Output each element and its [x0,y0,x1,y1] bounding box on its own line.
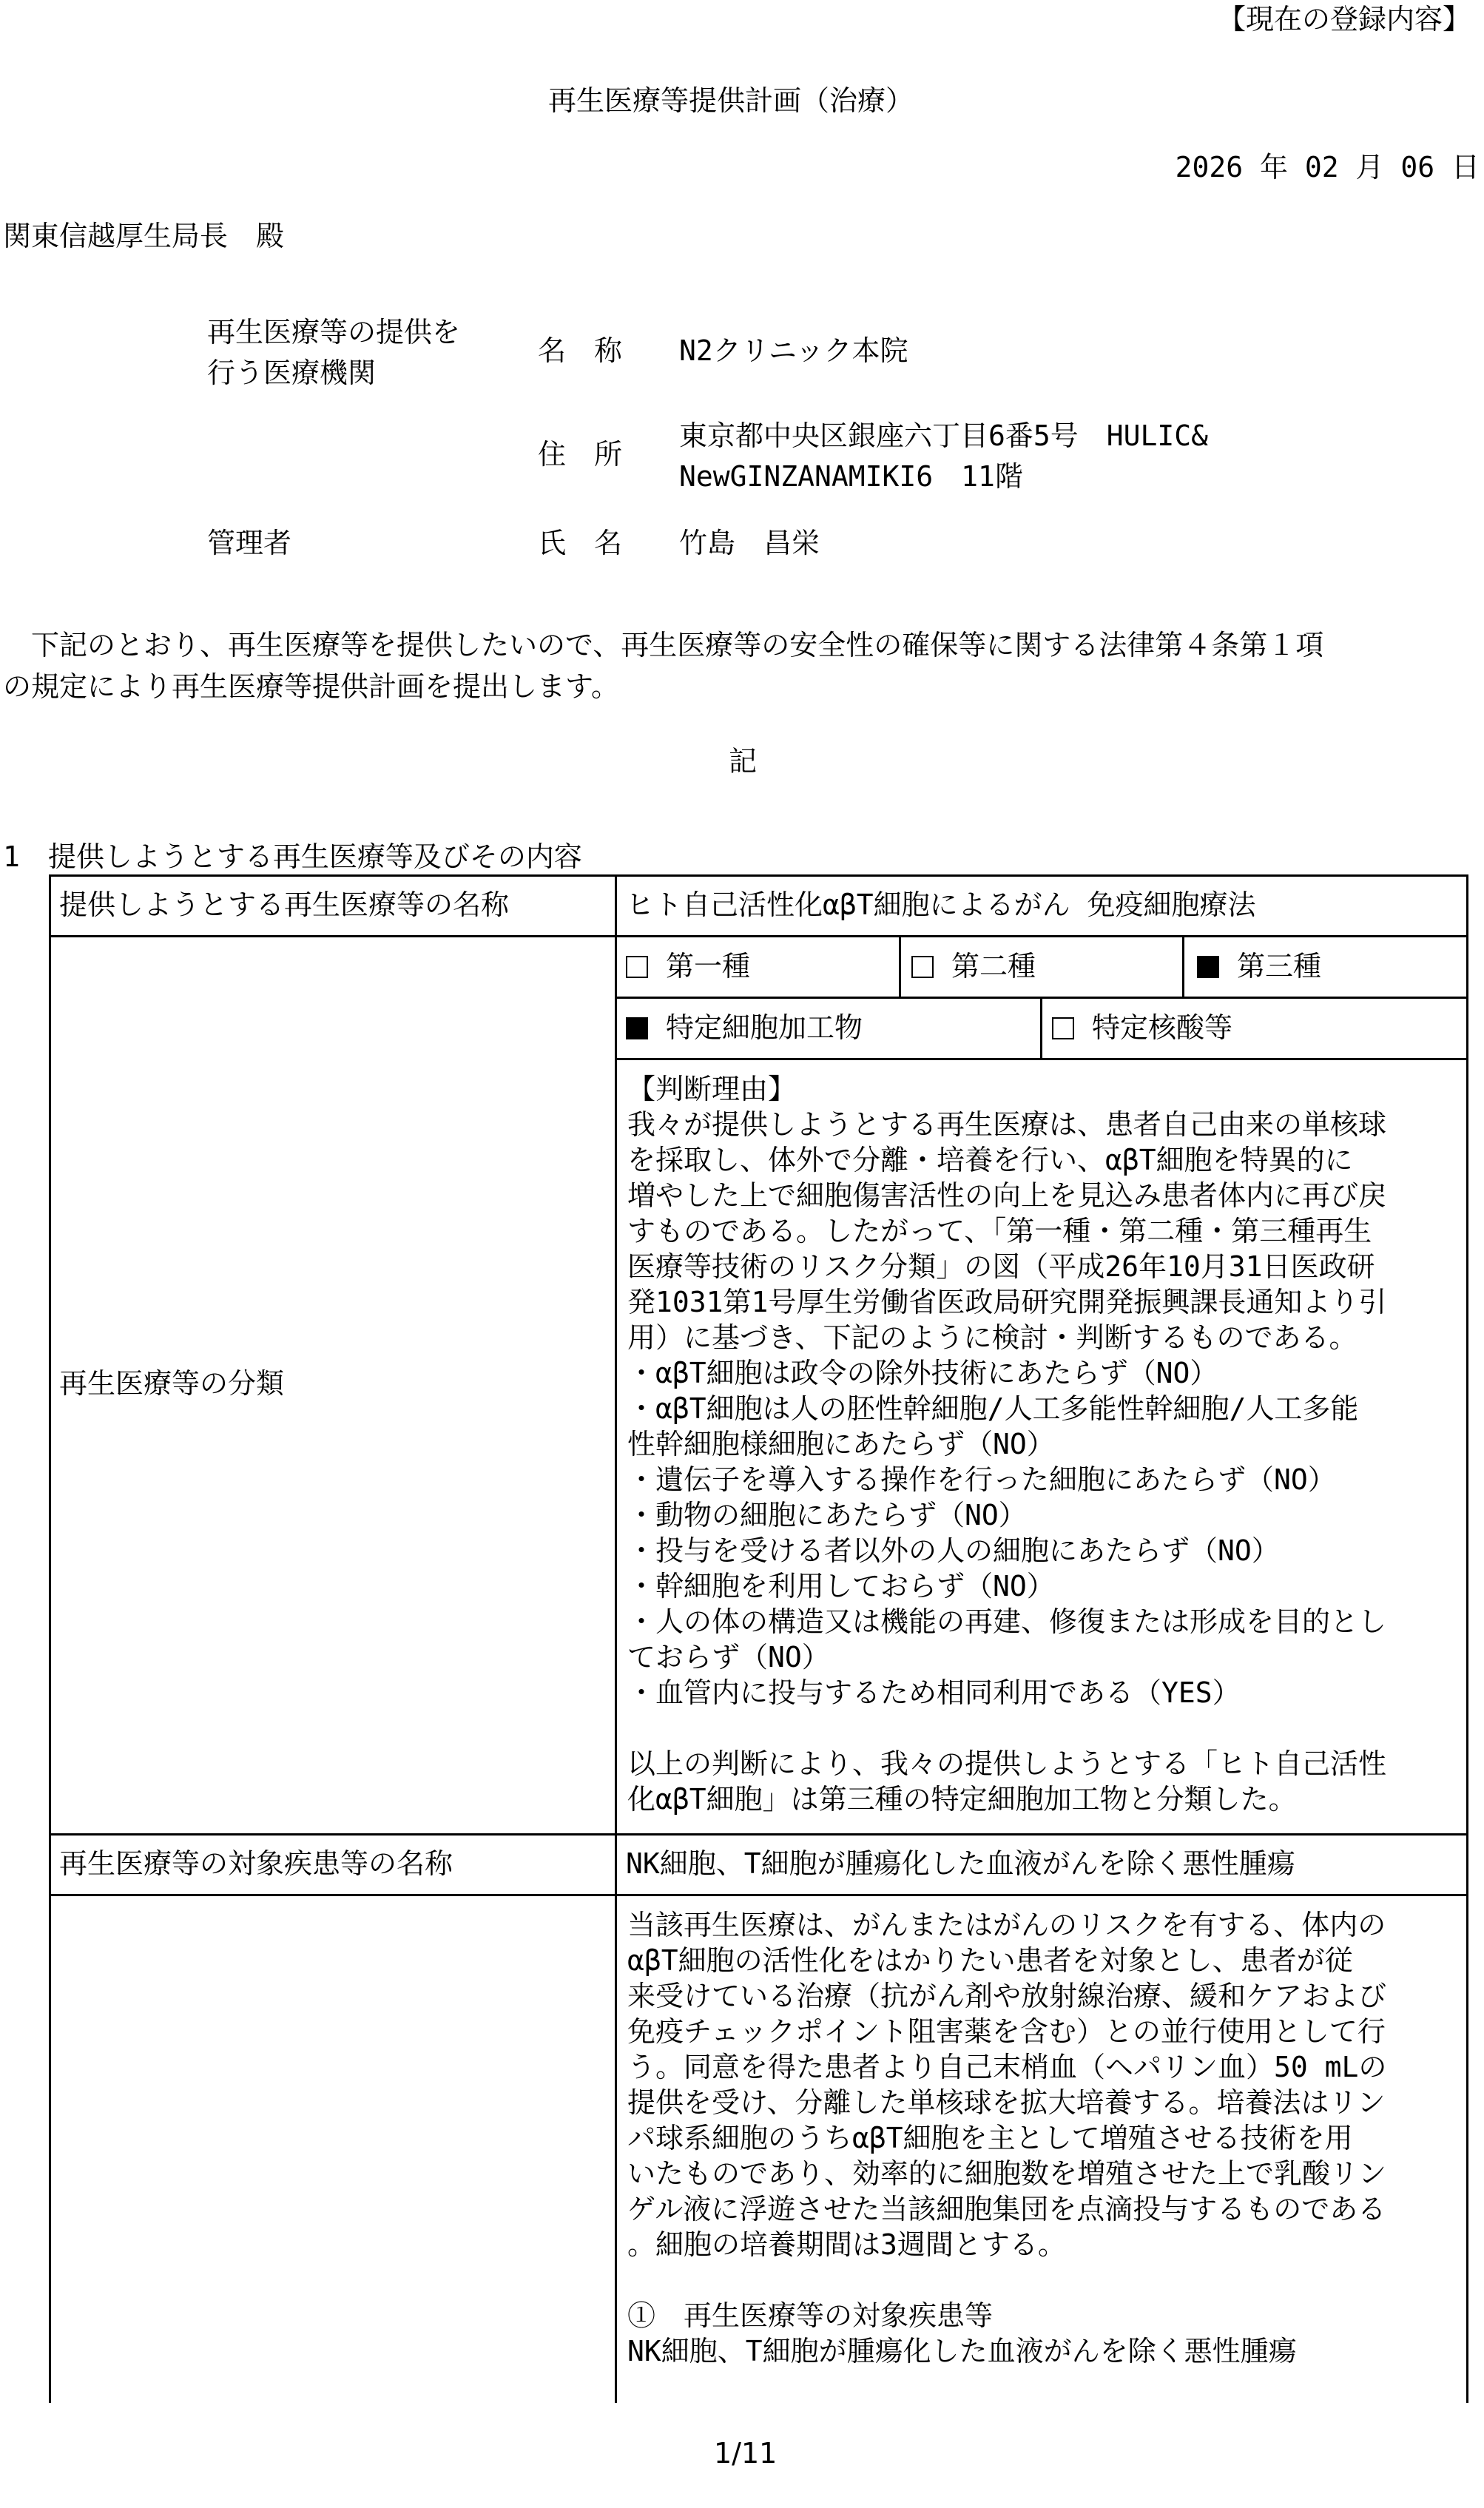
content-line: 提供を受け、分離した単核球を拡大培養する。培養法はリン [627,2086,1386,2119]
judgment-line: 増やした上で細胞傷害活性の向上を見込み患者体内に再び戻 [627,1179,1387,1212]
judgment-line: 【判断理由】 [627,1073,797,1105]
option-type-1: 第一種 [626,948,750,984]
document-title: 再生医療等提供計画（治療） [548,84,914,117]
content-line [627,2262,1386,2298]
therapy-content-text [627,1907,1386,2369]
judgment-line: すものである。したがって、「第一種・第二種・第三種再生 [627,1215,1372,1247]
addressee: 関東信越厚生局長 殿 [3,220,285,252]
content-line: 免疫チェックポイント阻害薬を含む）との並行使用として行 [627,2015,1386,2048]
judgment-line: ・投与を受ける者以外の人の細胞にあたらず（NO） [627,1534,1280,1567]
manager-name-label: 氏 名 [538,527,623,559]
manager-name-value: 竹島 昌栄 [679,527,820,559]
option-type-3: 第三種 [1197,948,1321,984]
judgment-line: 我々が提供しようとする再生医療は、患者自己由来の単核球 [627,1108,1387,1141]
section-1-heading: 1 提供しようとする再生医療等及びその内容 [3,840,582,873]
target-disease-label: 再生医療等の対象疾患等の名称 [59,1847,453,1880]
document-date: 2026 年 02 月 06 日 [1175,151,1480,183]
judgment-line: ・人の体の構造又は機能の再建、修復または形成を目的とし [627,1605,1387,1638]
therapy-name-label: 提供しようとする再生医療等の名称 [59,889,510,921]
judgment-line: ・αβT細胞は政令の除外技術にあたらず（NO） [627,1357,1218,1389]
provider-section-label-2: 行う医療機関 [207,357,377,389]
judgment-line [627,1710,1386,1746]
content-line: パ球系細胞のうちαβT細胞を主として増殖させる技術を用 [627,2122,1353,2154]
classification-label: 再生医療等の分類 [59,1367,285,1400]
judgment-line: ておらず（NO） [627,1641,830,1673]
judgment-reason-text [627,1071,1386,1817]
option-specified-cell-product: 特定細胞加工物 [626,1010,863,1045]
content-line: 当該再生医療は、がんまたはがんのリスクを有する、体内の [627,1909,1386,1941]
facility-name-value: N2クリニック本院 [679,334,908,367]
registration-status-label: 【現在の登録内容】 [1217,3,1471,36]
judgment-line: 化αβT細胞」は第三種の特定細胞加工物と分類した。 [627,1783,1297,1816]
facility-address-label: 住 所 [538,438,623,471]
judgment-line: 以上の判断により、我々の提供しようとする「ヒト自己活性 [627,1747,1387,1780]
intro-line-2: の規定により再生医療等提供計画を提出します。 [3,670,619,703]
content-line: αβT細胞の活性化をはかりたい患者を対象とし、患者が従 [627,1944,1353,1977]
ki-heading: 記 [729,745,758,778]
target-disease-value: NK細胞、T細胞が腫瘍化した血液がんを除く悪性腫瘍 [626,1847,1295,1880]
judgment-line: ・血管内に投与するため相同利用である（YES） [627,1676,1241,1709]
judgment-line: ・遺伝子を導入する操作を行った細胞にあたらず（NO） [627,1463,1336,1496]
content-line: いたものであり、効率的に細胞数を増殖させた上で乳酸リン [627,2157,1387,2190]
judgment-line: ・動物の細胞にあたらず（NO） [627,1499,1027,1531]
checkbox-checked-icon [1197,956,1219,978]
facility-name-label: 名 称 [538,334,623,367]
content-line: NK細胞、T細胞が腫瘍化した血液がんを除く悪性腫瘍 [627,2335,1297,2367]
judgment-line: 性幹細胞様細胞にあたらず（NO） [627,1428,1055,1460]
therapy-name-value: ヒト自己活性化αβT細胞によるがん 免疫細胞療法 [626,889,1256,921]
judgment-line: ・幹細胞を利用しておらず（NO） [627,1570,1055,1602]
checkbox-unchecked-icon [626,956,648,978]
facility-address-line2: NewGINZANAMIKI6 11階 [679,460,1023,493]
judgment-line: 発1031第1号厚生労働省医政局研究開発振興課長通知より引 [627,1286,1387,1318]
judgment-line: 医療等技術のリスク分類」の図（平成26年10月31日医政研 [627,1250,1375,1283]
judgment-line: ・αβT細胞は人の胚性幹細胞/人工多能性幹細胞/人工多能 [627,1392,1359,1425]
provider-section-label-1: 再生医療等の提供を [207,316,461,348]
checkbox-checked-icon [626,1017,648,1039]
content-line: 。細胞の培養期間は3週間とする。 [627,2228,1066,2261]
checkbox-unchecked-icon [911,956,934,978]
option-type-2: 第二種 [911,948,1036,984]
option-specified-nucleic-acid: 特定核酸等 [1052,1010,1232,1045]
content-line: ① 再生医療等の対象疾患等 [627,2299,994,2332]
manager-section-label: 管理者 [207,527,292,559]
content-line: 来受けている治療（抗がん剤や放射線治療、緩和ケアおよび [627,1980,1387,2012]
content-line: う。同意を得た患者より自己末梢血（ヘパリン血）50 mLの [627,2051,1387,2083]
intro-line-1: 下記のとおり、再生医療等を提供したいので、再生医療等の安全性の確保等に関する法律第４条第１項 [3,629,1324,661]
content-line: ゲル液に浮遊させた当該細胞集団を点滴投与するものである [627,2193,1386,2225]
judgment-line: 用）に基づき、下記のように検討・判断するものである。 [627,1321,1357,1354]
judgment-line: を採取し、体外で分離・培養を行い、αβT細胞を特異的に [627,1144,1353,1176]
page-number: 1/11 [714,2437,778,2470]
facility-address-line1: 東京都中央区銀座六丁目6番5号 HULIC& [679,419,1209,452]
checkbox-unchecked-icon [1052,1017,1074,1039]
